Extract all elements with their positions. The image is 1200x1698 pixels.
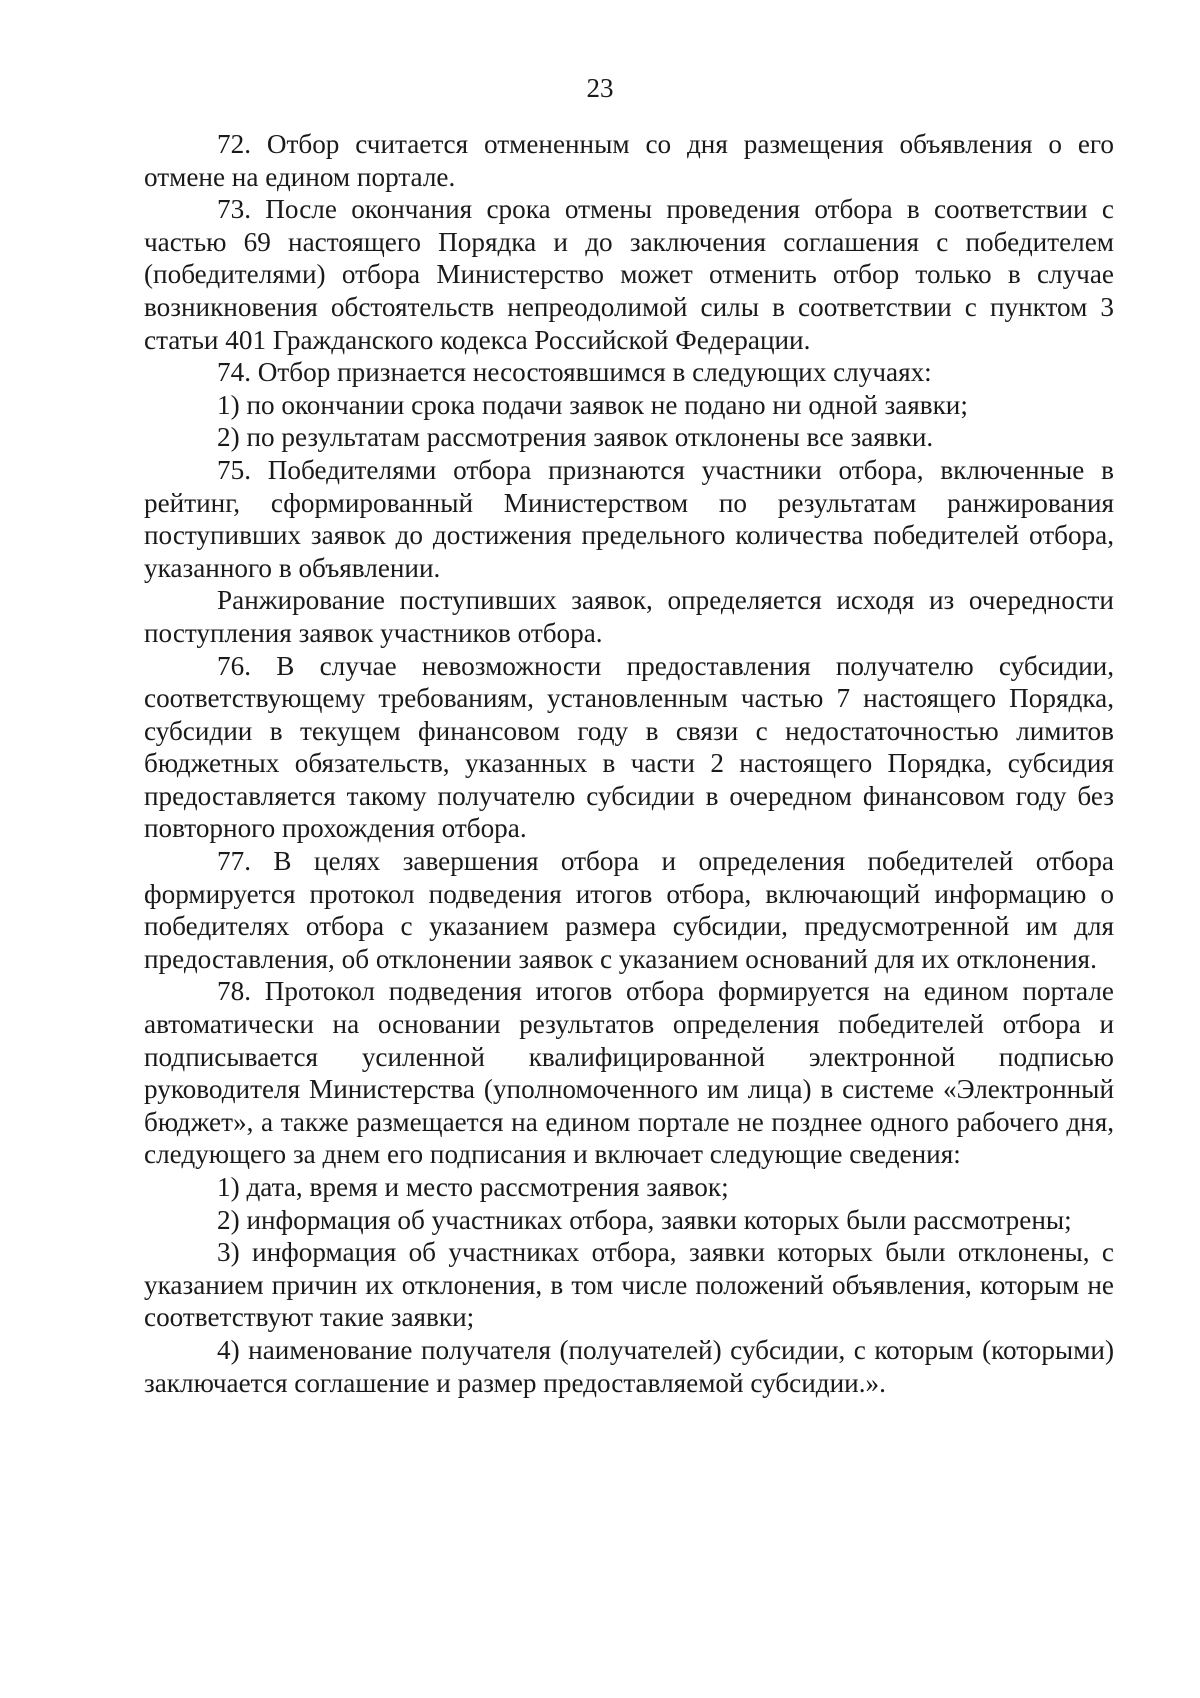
list-item-78-3: 3) информация об участниках отбора, заявки которых были отклонены, с указанием причин их отклонения, в том числе положений объявления, которым не соответствуют такие заявки; <box>144 1237 1114 1333</box>
list-item-78-1: 1) дата, время и место рассмотрения заявок; <box>217 1172 729 1202</box>
document-body <box>144 128 1114 1399</box>
paragraph-77: 77. В целях завершения отбора и определения победителей отбора формируется протокол подведения итогов отбора, включающий информацию о победителях отбора с указанием размера субсидии, предусмотренной им для предоставления, об отклонении заявок с указанием оснований для их отклонения. <box>144 846 1114 974</box>
list-item-74-1: 1) по окончании срока подачи заявок не подано ни одной заявки; <box>217 389 968 420</box>
paragraph-78: 78. Протокол подведения итогов отбора формируется на едином портале автоматически на основании результатов определения победителей отбора и подписывается усиленной квалифицированной электронной подписью руководителя Министерства (уполномоченного им лица) в системе «Электронный бюджет», а также размещается на едином портале не позднее одного рабочего дня, следующего за днем его подписания и включает следующие сведения: <box>144 976 1114 1170</box>
paragraph-74: 74. Отбор признается несостоявшимся в следующих случаях: <box>217 357 932 388</box>
paragraph-73: 73. После окончания срока отмены проведения отбора в соответствии с частью 69 настоящего Порядка и до заключения соглашения с победителем (победителями) отбора Министерство может отменить отбор только в случае возникновения обстоятельств непреодолимой силы в соответствии с пунктом 3 статьи 401 Гражданского кодекса Российской Федерации. <box>144 194 1114 355</box>
paragraph-75-ranking: Ранжирование поступивших заявок, определяется исходя из очередности поступления заявок участников отбора. <box>144 585 1114 648</box>
paragraph-76: 76. В случае невозможности предоставления получателю субсидии, соответствующему требованиям, установленным частью 7 настоящего Порядка, субсидии в текущем финансовом году в связи с недостаточностью лимитов бюджетных обязательств, указанных в части 2 настоящего Порядка, субсидия предоставляется такому получателю субсидии в очередном финансовом году без повторного прохождения отбора. <box>144 650 1114 844</box>
paragraph-72: 72. Отбор считается отмененным со дня размещения объявления о его отмене на едином портале. <box>144 129 1114 192</box>
list-item-78-4: 4) наименование получателя (получателей) субсидии, с которым (которыми) заключается соглашение и размер предоставляемой субсидии.». <box>144 1334 1114 1398</box>
list-item-78-2: 2) информация об участниках отбора, заявки которых были рассмотрены; <box>217 1204 1072 1235</box>
list-item-74-2: 2) по результатам рассмотрения заявок отклонены все заявки. <box>217 422 934 453</box>
page-number: 23 <box>586 73 614 103</box>
paragraph-75: 75. Победителями отбора признаются участники отбора, включенные в рейтинг, сформированный Министерством по результатам ранжирования поступивших заявок до достижения предельного количества победителей отбора, указанного в объявлении. <box>144 454 1114 583</box>
